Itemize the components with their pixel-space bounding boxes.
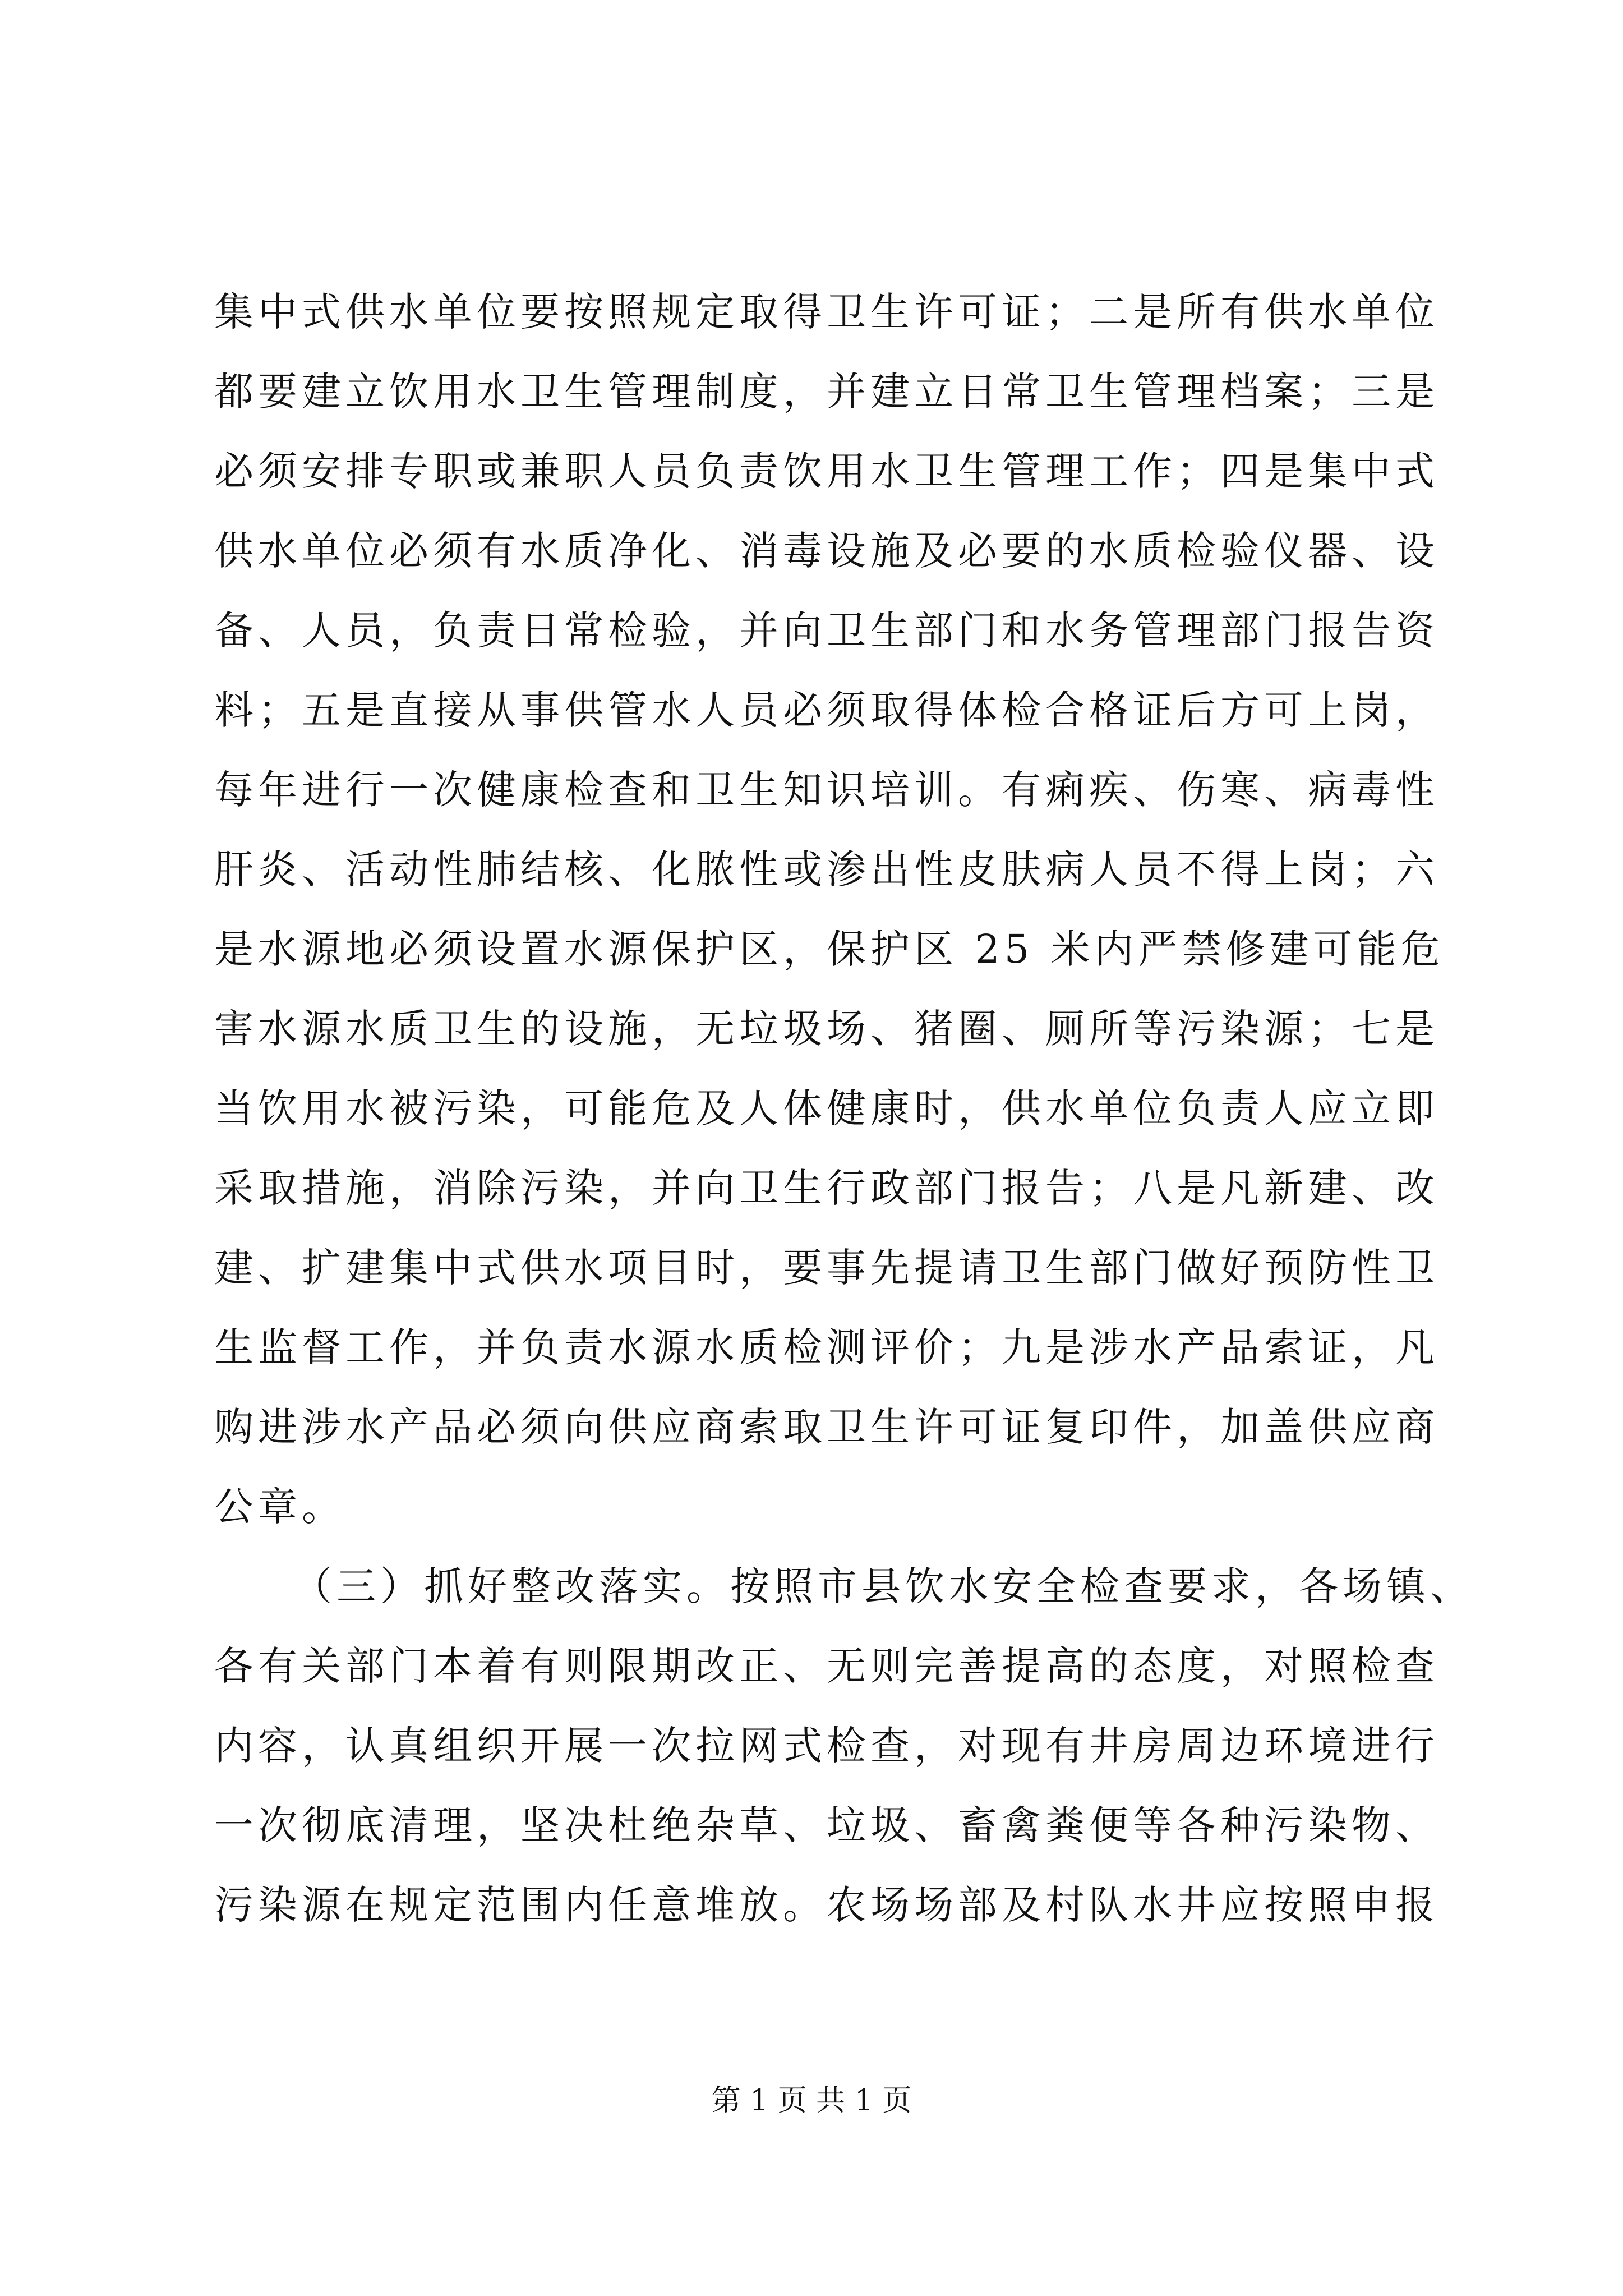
paragraph-start-line: （三）抓好整改落实。按照市县饮水安全检查要求，各场镇、	[293, 1563, 1474, 1609]
page-footer: 第 1 页 共 1 页	[711, 2084, 912, 2118]
text-line: 害水源水质卫生的设施，无垃圾场、猪圈、厕所等污染源；七是	[214, 1006, 1439, 1052]
text-line: 购进涉水产品必须向供应商索取卫生许可证复印件，加盖供应商	[214, 1404, 1439, 1450]
text-line: 一次彻底清理，坚决杜绝杂草、垃圾、畜禽粪便等各种污染物、	[214, 1802, 1439, 1848]
text-line: 各有关部门本着有则限期改正、无则完善提高的态度，对照检查	[214, 1643, 1439, 1689]
text-line: 当饮用水被污染，可能危及人体健康时，供水单位负责人应立即	[214, 1085, 1439, 1131]
text-line: 内容，认真组织开展一次拉网式检查，对现有井房周边环境进行	[214, 1723, 1439, 1769]
text-line: 是水源地必须设置水源保护区，保护区 25 米内严禁修建可能危	[214, 926, 1445, 972]
text-line: 必须安排专职或兼职人员负责饮用水卫生管理工作；四是集中式	[214, 448, 1439, 494]
text-line: 供水单位必须有水质净化、消毒设施及必要的水质检验仪器、设	[214, 528, 1439, 574]
text-line: 备、人员，负责日常检验，并向卫生部门和水务管理部门报告资	[214, 608, 1439, 654]
text-line: 采取措施，消除污染，并向卫生行政部门报告；八是凡新建、改	[214, 1165, 1439, 1211]
text-line: 料；五是直接从事供管水人员必须取得体检合格证后方可上岗，	[214, 687, 1439, 733]
text-line: 生监督工作，并负责水源水质检测评价；九是涉水产品索证，凡	[214, 1324, 1439, 1370]
text-line: 肝炎、活动性肺结核、化脓性或渗出性皮肤病人员不得上岗；六	[214, 846, 1439, 892]
body-text	[214, 272, 1474, 1945]
text-line: 公章。	[214, 1484, 345, 1530]
text-line: 集中式供水单位要按照规定取得卫生许可证；二是所有供水单位	[214, 289, 1439, 335]
text-line: 都要建立饮用水卫生管理制度，并建立日常卫生管理档案；三是	[214, 369, 1439, 415]
text-line: 每年进行一次健康检查和卫生知识培训。有痢疾、伤寒、病毒性	[214, 767, 1439, 813]
text-line: 建、扩建集中式供水项目时，要事先提请卫生部门做好预防性卫	[214, 1245, 1439, 1291]
text-line: 污染源在规定范围内任意堆放。农场场部及村队水井应按照申报	[214, 1882, 1439, 1928]
